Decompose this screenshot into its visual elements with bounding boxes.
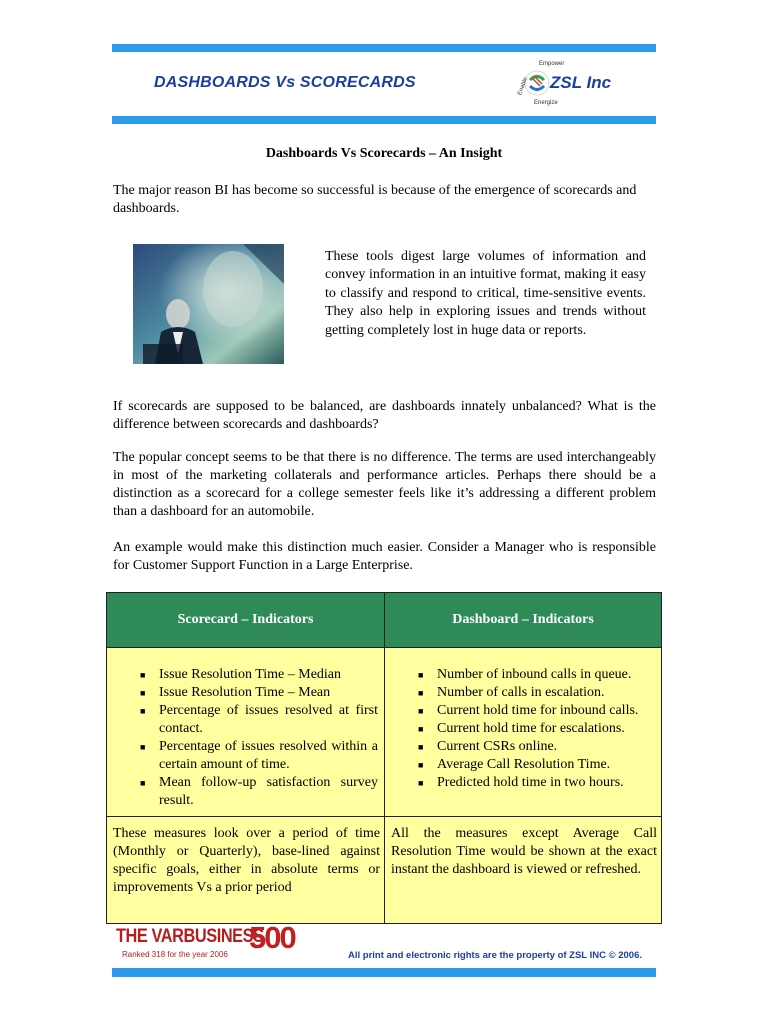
list-item: ■ Percentage of issues resolved within a certain amount of time. (140, 739, 378, 772)
varbusiness-rank: Ranked 318 for the year 2006 (122, 950, 228, 959)
bullet-icon: ■ (418, 724, 424, 734)
bullet-icon: ■ (418, 706, 424, 716)
intro-paragraph: The major reason BI has become so successful is because of the emergence of scorecards and dashboards. (113, 183, 637, 216)
dashboard-list-cell (385, 648, 662, 817)
table-note-row (107, 817, 662, 924)
bullet-icon: ■ (140, 706, 146, 716)
table-header-row (107, 593, 662, 648)
bullet-icon: ■ (140, 670, 146, 680)
list-item: ■ Number of inbound calls in queue. (418, 667, 632, 682)
list-item: ■ Issue Resolution Time – Median (140, 667, 342, 682)
list-item: ■ Average Call Resolution Time. (418, 757, 611, 772)
logo-ring-word-2: Enable (517, 76, 530, 97)
concept-paragraph: The popular concept seems to be that there is no difference. The terms are used interchangeably in most of the marketing collaterals and performance articles. Perhaps there should be a distinction as a scorecard for a college semester feels like it’s addressing a different problem than a dashboard for an automobile. (113, 450, 656, 519)
list-item: ■ Mean follow-up satisfaction survey result. (140, 775, 378, 808)
scorecard-header: Scorecard – Indicators (107, 593, 385, 648)
scorecard-list (107, 648, 384, 810)
bullet-icon: ■ (418, 670, 424, 680)
dashboard-note: All the measures except Average Call Resolution Time would be shown at the exact instant the dashboard is viewed or refreshed. (385, 817, 662, 924)
document-title: Dashboards Vs Scorecards – An Insight (265, 146, 503, 161)
indicators-table (106, 592, 662, 924)
list-item: ■ Number of calls in escalation. (418, 685, 605, 700)
question-paragraph: If scorecards are supposed to be balanced, are dashboards innately unbalanced? What is the difference between scorecards and dashboards? (113, 399, 656, 432)
zsl-logo-ring-icon (525, 71, 549, 95)
list-item: ■ Predicted hold time in two hours. (418, 775, 624, 790)
dashboard-header: Dashboard – Indicators (385, 593, 662, 648)
bullet-icon: ■ (140, 688, 146, 698)
logo-ring-word-3: Energize (534, 100, 558, 106)
scorecard-note: These measures look over a period of time (Monthly or Quarterly), base-lined against specific goals, either in absolute terms or improvements Vs a prior period (107, 817, 385, 924)
logo-ring-word-1: Empower (539, 61, 565, 67)
tools-description: These tools digest large volumes of information and convey information in an intuitive format, making it easy to classify and respond to critical, time-sensitive events. They also help in exploring issues and trends without getting completely lost in huge data or reports. (325, 249, 646, 338)
logo-text: ZSL Inc (550, 73, 612, 92)
bullet-icon: ■ (418, 778, 424, 788)
scorecard-list-cell (107, 648, 385, 817)
bullet-icon: ■ (418, 760, 424, 770)
dashboard-list (385, 648, 661, 792)
bullet-icon: ■ (140, 778, 146, 788)
list-item: ■ Current hold time for escalations. (418, 721, 625, 736)
table-list-row (107, 648, 662, 817)
list-item: ■ Percentage of issues resolved at first contact. (140, 703, 378, 736)
bullet-icon: ■ (418, 742, 424, 752)
footer-rule (112, 968, 656, 977)
varbusiness-number: 500 (249, 920, 295, 955)
header-top-rule (112, 44, 656, 52)
list-item: ■ Current hold time for inbound calls. (418, 703, 639, 718)
varbusiness-text: THE VARBUSINESS (116, 926, 264, 947)
header-bottom-rule (112, 116, 656, 124)
list-item: ■ Issue Resolution Time – Mean (140, 685, 331, 700)
varbusiness-logo (116, 920, 295, 959)
rights-notice: All print and electronic rights are the property of ZSL INC © 2006. (348, 950, 642, 961)
list-item: ■ Current CSRs online. (418, 739, 558, 754)
header-title: DASHBOARDS Vs SCORECARDS (154, 74, 416, 91)
example-paragraph: An example would make this distinction much easier. Consider a Manager who is responsible for Customer Support Function in a Large Enterprise. (113, 540, 656, 573)
business-photo (133, 244, 284, 364)
bullet-icon: ■ (418, 688, 424, 698)
bullet-icon: ■ (140, 742, 146, 752)
